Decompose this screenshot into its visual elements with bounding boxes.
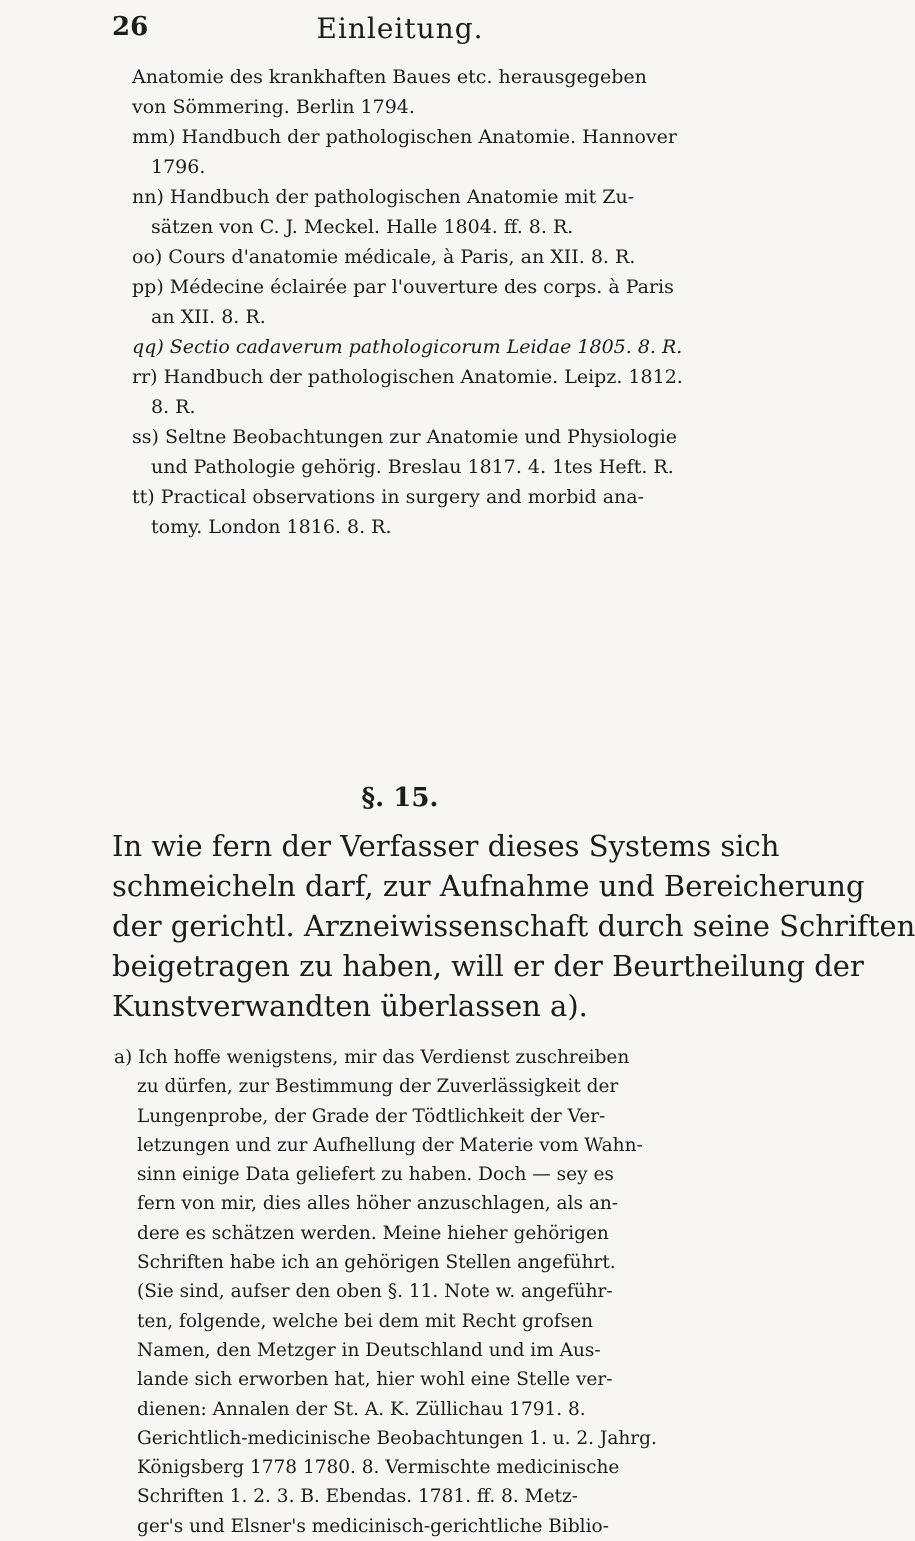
footnote-line: Schriften habe ich an gehörigen Stellen angeführt. bbox=[137, 1252, 616, 1274]
footnote-line: ger's und Elsner's medicinisch-gerichtliche Biblio- bbox=[137, 1515, 609, 1537]
footnote-line: ten, folgende, welche bei dem mit Recht grofsen bbox=[137, 1310, 594, 1332]
footnote-line: sinn einige Data geliefert zu haben. Doch — sey es bbox=[137, 1164, 614, 1186]
paragraph-line: beigetragen zu haben, will er der Beurtheilung der bbox=[112, 949, 864, 983]
reference-line: 8. R. bbox=[151, 396, 196, 418]
reference-list bbox=[132, 62, 732, 542]
footnote-line: Gerichtlich-medicinische Beobachtungen 1. u. 2. Jahrg. bbox=[137, 1427, 657, 1449]
footnote-line: dienen: Annalen der St. A. K. Züllichau 1791. 8. bbox=[137, 1398, 586, 1420]
footnote-line: lande sich erworben hat, hier wohl eine Stelle ver- bbox=[137, 1369, 613, 1391]
reference-line: Anatomie des krankhaften Baues etc. herausgegeben bbox=[132, 66, 647, 88]
footnote-line: letzungen und zur Aufhellung der Materie vom Wahn- bbox=[137, 1134, 643, 1156]
footnote-line: Schriften 1. 2. 3. B. Ebendas. 1781. ff. 8. Metz- bbox=[137, 1486, 578, 1508]
reference-line: mm) Handbuch der pathologischen Anatomie. Hannover bbox=[132, 126, 677, 148]
reference-nn bbox=[132, 182, 732, 242]
main-paragraph bbox=[112, 826, 915, 1026]
paragraph-line: der gerichtl. Arzneiwissenschaft durch seine Schriften bbox=[112, 909, 915, 943]
footnote-line: fern von mir, dies alles höher anzuschlagen, als an- bbox=[137, 1193, 619, 1215]
footnote-line: Namen, den Metzger in Deutschland und im Aus- bbox=[137, 1339, 601, 1361]
reference-line: tomy. London 1816. 8. R. bbox=[151, 516, 392, 538]
reference-line: 1796. bbox=[151, 156, 206, 178]
reference-line: pp) Médecine éclairée par l'ouverture des corps. à Paris bbox=[132, 276, 674, 298]
reference-oo bbox=[132, 242, 732, 272]
reference-line: tt) Practical observations in surgery and morbid ana- bbox=[132, 486, 645, 508]
reference-pp bbox=[132, 272, 732, 332]
footnote bbox=[114, 1043, 734, 1541]
reference-qq bbox=[132, 332, 732, 362]
reference-line: und Pathologie gehörig. Breslau 1817. 4. 1tes Heft. R. bbox=[151, 456, 674, 478]
paragraph-line: Kunstverwandten überlassen a). bbox=[112, 989, 588, 1023]
reference-ss bbox=[132, 422, 732, 482]
reference-rr bbox=[132, 362, 732, 422]
reference-ll bbox=[132, 62, 732, 122]
footnote-line: (Sie sind, aufser den oben §. 11. Note w. angeführ- bbox=[137, 1281, 613, 1303]
page-number: 26 bbox=[112, 12, 149, 42]
reference-tt bbox=[132, 482, 732, 542]
footnote-line: Königsberg 1778 1780. 8. Vermischte medicinische bbox=[137, 1457, 620, 1479]
footnote-line: zu dürfen, zur Bestimmung der Zuverlässigkeit der bbox=[137, 1076, 619, 1098]
footnote-line: dere es schätzen werden. Meine hieher gehörigen bbox=[137, 1222, 609, 1244]
reference-line: ss) Seltne Beobachtungen zur Anatomie und Physiologie bbox=[132, 426, 678, 448]
reference-line: sätzen von C. J. Meckel. Halle 1804. ff. 8. R. bbox=[151, 216, 574, 238]
paragraph-line: In wie fern der Verfasser dieses Systems sich bbox=[112, 829, 780, 863]
section-heading: §. 15. bbox=[361, 783, 439, 813]
reference-mm bbox=[132, 122, 732, 182]
paragraph-line: schmeicheln darf, zur Aufnahme und Bereicherung bbox=[112, 869, 865, 903]
reference-line: rr) Handbuch der pathologischen Anatomie. Leipz. 1812. bbox=[132, 366, 683, 388]
reference-line: nn) Handbuch der pathologischen Anatomie mit Zu- bbox=[132, 186, 635, 208]
reference-line: von Sömmering. Berlin 1794. bbox=[132, 96, 415, 118]
footnote-line: Lungenprobe, der Grade der Tödtlichkeit der Ver- bbox=[137, 1105, 606, 1127]
reference-line: an XII. 8. R. bbox=[151, 306, 266, 328]
footnote-line: a) Ich hoffe wenigstens, mir das Verdienst zuschreiben bbox=[114, 1047, 630, 1068]
running-head: Einleitung. bbox=[316, 12, 484, 45]
reference-line: oo) Cours d'anatomie médicale, à Paris, an XII. 8. R. bbox=[132, 246, 636, 268]
page-header bbox=[0, 12, 800, 52]
reference-line: qq) Sectio cadaverum pathologicorum Leidae 1805. 8. R. bbox=[132, 336, 683, 358]
